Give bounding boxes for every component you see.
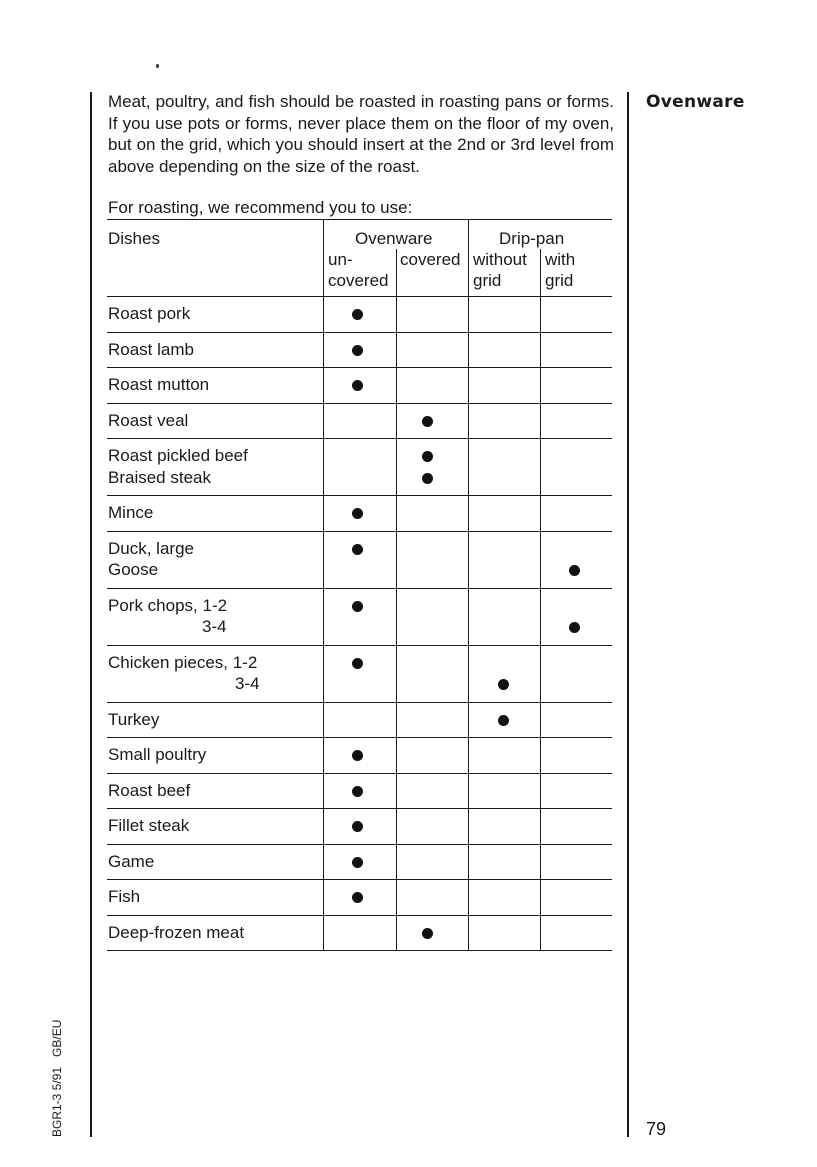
row-rule: [107, 588, 612, 589]
row-rule: [107, 332, 612, 333]
row-rule: [107, 915, 612, 916]
dish-label: Roast veal: [108, 410, 189, 430]
mark-dot: [422, 451, 433, 462]
header-dishes: Dishes: [108, 229, 160, 248]
dish-label: Fillet steak: [108, 816, 190, 835]
mark-dot: [422, 928, 433, 939]
speck-mark: [156, 64, 159, 68]
dish-label: Roast lamb: [108, 339, 194, 359]
header-covered: covered: [400, 250, 461, 269]
mark-dot: [498, 715, 509, 726]
row-rule: [107, 531, 612, 532]
row-rule: [107, 495, 612, 496]
header-uncovered-2: covered: [328, 271, 389, 290]
dish-label: Turkey: [108, 709, 160, 729]
row-rule: [107, 438, 612, 439]
dish-label: Goose: [108, 560, 159, 579]
mark-dot: [352, 821, 363, 832]
row-rule: [107, 808, 612, 809]
dish-label: 3-4: [202, 617, 227, 636]
dish-label: Roast mutton: [108, 375, 210, 394]
row-rule: [107, 403, 612, 404]
dish-label: Deep-frozen meat: [108, 922, 245, 942]
header-without-2: grid: [473, 271, 502, 290]
mark-dot: [352, 345, 363, 356]
row-rule: [107, 645, 612, 646]
page-number: 79: [646, 1119, 667, 1139]
document-code: [50, 1020, 64, 1137]
mark-dot: [422, 416, 433, 427]
mark-dot: [352, 857, 363, 868]
mark-dot: [498, 679, 509, 690]
header-without-1: without: [473, 250, 527, 269]
row-rule: [107, 844, 612, 845]
table-top-rule: [107, 219, 612, 220]
mark-dot: [352, 786, 363, 797]
header-drip-pan: Drip-pan: [499, 229, 565, 248]
dish-label: Duck, large: [108, 538, 194, 558]
document-code-part-2: GB/EU: [50, 1019, 64, 1057]
mark-dot: [352, 309, 363, 320]
dish-label: Small poultry: [108, 745, 207, 764]
mark-dot: [422, 473, 433, 484]
header-bottom-rule: [107, 296, 612, 297]
row-rule: [107, 367, 612, 368]
row-rule: [107, 702, 612, 703]
dish-label: Roast beef: [108, 780, 191, 800]
dish-label: Roast pork: [108, 304, 191, 323]
dish-label: Mince: [108, 503, 154, 522]
header-ovenware: Ovenware: [355, 229, 433, 248]
intro-paragraph: Meat, poultry, and fish should be roasted in roasting pans or forms. If you use pots or forms, never place them on the floor of my oven, but on the grid, which you should insert at the 2nd or 3rd level from above depending on the size of the roast.: [108, 92, 614, 176]
dish-label: Fish: [108, 887, 141, 906]
mark-dot: [352, 601, 363, 612]
column-rule: [323, 219, 324, 950]
dish-label: Roast pickled beef: [108, 446, 248, 465]
row-rule: [107, 879, 612, 880]
mark-dot: [569, 622, 580, 633]
row-rule: [107, 737, 612, 738]
dish-label: Game: [108, 851, 155, 871]
column-rule: [396, 249, 397, 950]
mark-dot: [352, 544, 363, 555]
mark-dot: [352, 508, 363, 519]
recommendation-text: For roasting, we recommend you to use:: [108, 198, 413, 217]
right-margin-rule: [627, 92, 629, 1137]
document-code-part-1: BGR1-3 5/91: [50, 1066, 64, 1137]
section-heading: Ovenware: [646, 92, 745, 112]
dish-label: 3-4: [235, 674, 260, 693]
row-rule: [107, 773, 612, 774]
mark-dot: [352, 658, 363, 669]
mark-dot: [352, 750, 363, 761]
left-margin-rule: [90, 92, 92, 1137]
mark-dot: [352, 892, 363, 903]
row-rule: [107, 950, 612, 951]
header-with-2: grid: [545, 271, 574, 290]
mark-dot: [352, 380, 363, 391]
header-with-1: with: [545, 250, 576, 269]
dish-label: Chicken pieces, 1-2: [108, 652, 258, 672]
column-rule: [468, 219, 469, 950]
header-uncovered-1: un-: [328, 250, 353, 269]
dish-label: Braised steak: [108, 467, 211, 487]
mark-dot: [569, 565, 580, 576]
column-rule: [540, 249, 541, 950]
dish-label: Pork chops, 1-2: [108, 595, 228, 615]
